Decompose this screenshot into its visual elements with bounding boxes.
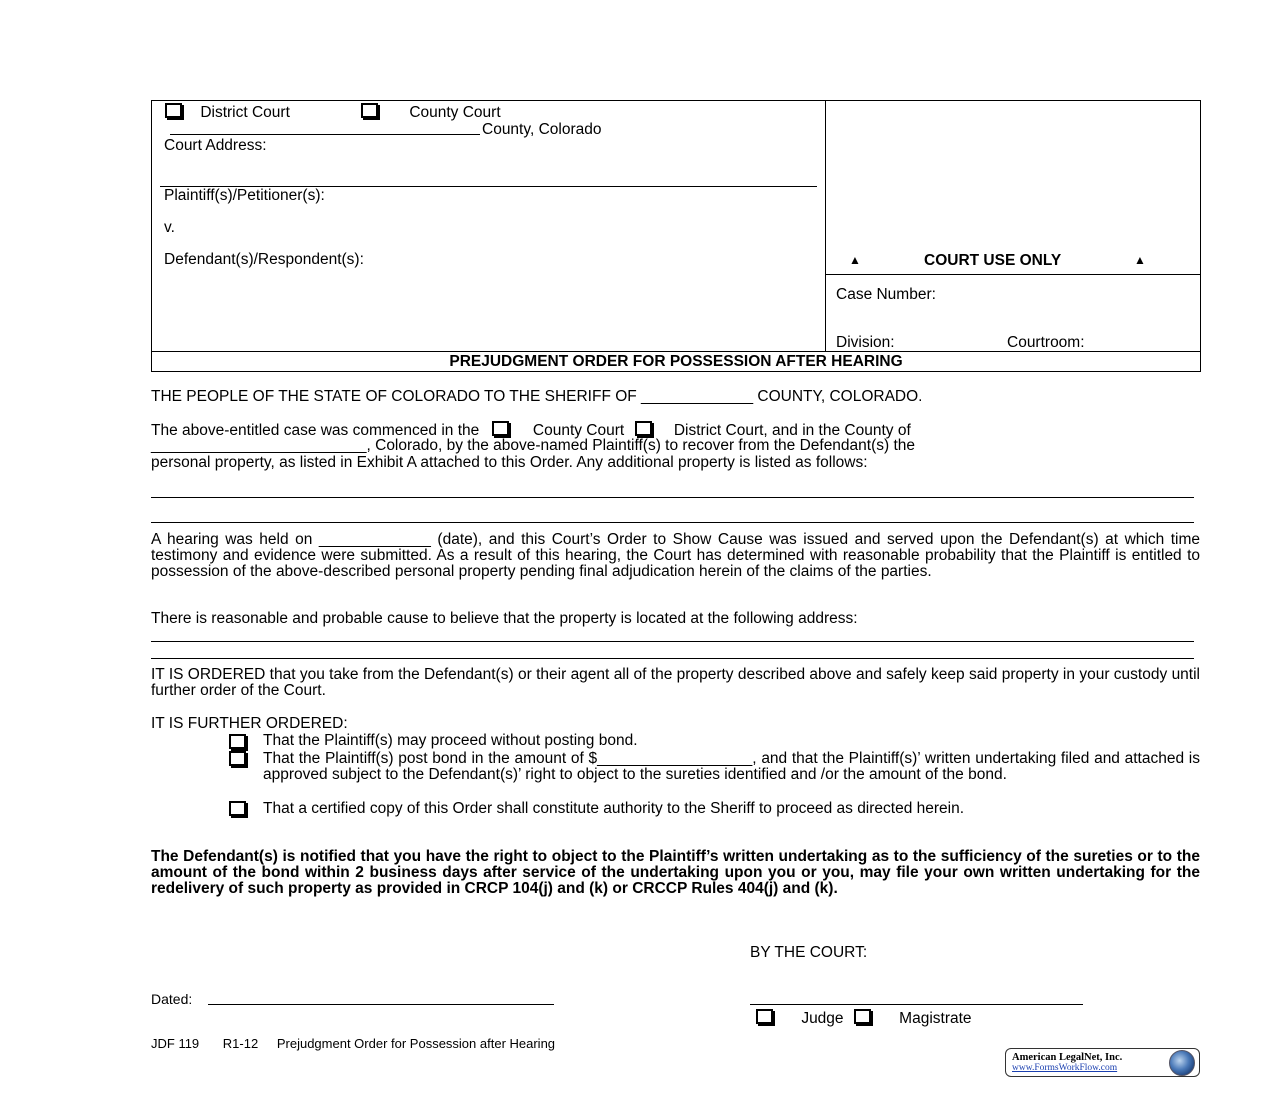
commenced-line-2: _________________________, Colorado, by the above-named Plaintiff(s) to recover from the Defendant(s) the [151, 437, 916, 454]
dated-label: Dated: [151, 991, 193, 1007]
legalnet-logo[interactable] [1005, 1048, 1200, 1077]
courtroom-label: Courtroom: [1007, 334, 1085, 351]
county-court-label: County Court [532, 422, 625, 439]
district-court-label: District Court [200, 104, 290, 121]
up-arrow-icon: ▲ [849, 253, 861, 267]
county-court-label: County Court [409, 104, 501, 121]
versus-label: v. [164, 219, 175, 236]
option-certified-copy: That a certified copy of this Order shall constitute authority to the Sheriff to proceed as directed herein. [263, 800, 965, 817]
defendant-notice: The Defendant(s) is notified that you have the right to object to the Plaintiff’s written undertaking as to the sufficiency of the sureties or to the amount of the bond within 2 business days after service of the undertaking upon you or you, may file your own written undertaking for the redelivery of such property as provided in CRCP 104(j) and (k) or CRCCP Rules 404(j) and (k). [151, 848, 1200, 897]
by-the-court-label: BY THE COURT: [750, 944, 868, 961]
address-line[interactable] [151, 641, 1194, 642]
additional-property-line[interactable] [151, 522, 1194, 523]
court-use-only-label: COURT USE ONLY [924, 252, 1062, 269]
magistrate-checkbox[interactable] [854, 1009, 871, 1024]
court-address-label: Court Address: [164, 137, 267, 154]
no-bond-checkbox[interactable] [229, 734, 246, 749]
plaintiffs-label: Plaintiff(s)/Petitioner(s): [164, 187, 325, 204]
case-number-label: Case Number: [836, 286, 936, 303]
commenced-text: The above-entitled case was commenced in the [151, 422, 480, 439]
county-colorado-label: County, Colorado [482, 121, 602, 138]
defendants-label: Defendant(s)/Respondent(s): [164, 251, 364, 268]
county-blank[interactable] [170, 134, 480, 135]
additional-property-line[interactable] [151, 497, 1194, 498]
signature-line[interactable] [750, 1004, 1083, 1005]
commenced-line-3: personal property, as listed in Exhibit A attached to this Order. Any additional property is listed as follows: [151, 454, 868, 471]
form-footer [151, 1036, 555, 1051]
form-name: Prejudgment Order for Possession after Hearing [276, 1036, 556, 1051]
people-line: THE PEOPLE OF THE STATE OF COLORADO TO THE SHERIFF OF _____________ COUNTY, COLORADO. [151, 388, 923, 405]
globe-icon [1169, 1050, 1195, 1076]
option-no-bond: That the Plaintiff(s) may proceed without posting bond. [263, 732, 638, 749]
form-revision: R1-12 [222, 1036, 259, 1051]
logo-url[interactable]: www.FormsWorkFlow.com [1012, 1063, 1118, 1073]
form-id: JDF 119 [151, 1036, 200, 1051]
it-is-ordered-paragraph: IT IS ORDERED that you take from the Defendant(s) or their agent all of the property described above and safely keep said property in your custody until further order of the Court. [151, 666, 1200, 699]
division-label: Division: [836, 334, 895, 351]
judge-label: Judge [801, 1010, 844, 1027]
option-post-bond: That the Plaintiff(s) post bond in the amount of $__________________, and that the Plaintiff(s)’ written undertaking filed and attached is approved subject to the Defendant(s)’ right to object to the sureties identified and /or the amount of the bond. [263, 750, 1200, 783]
judge-checkbox[interactable] [756, 1009, 773, 1024]
further-ordered-label: IT IS FURTHER ORDERED: [151, 715, 348, 732]
up-arrow-icon: ▲ [1134, 253, 1146, 267]
certified-copy-checkbox[interactable] [229, 801, 246, 816]
dated-line[interactable] [208, 1004, 554, 1005]
county-court-checkbox[interactable] [492, 421, 509, 436]
form-title: PREJUDGMENT ORDER FOR POSSESSION AFTER HEARING [449, 353, 903, 370]
district-court-checkbox[interactable] [165, 103, 182, 118]
probable-cause-text: There is reasonable and probable cause to believe that the property is located at the following address: [151, 610, 858, 627]
post-bond-checkbox[interactable] [229, 751, 246, 766]
county-court-checkbox[interactable] [361, 103, 378, 118]
district-court-checkbox[interactable] [635, 421, 652, 436]
logo-name: American LegalNet, Inc. [1012, 1052, 1123, 1063]
magistrate-label: Magistrate [899, 1010, 972, 1027]
address-line[interactable] [151, 658, 1194, 659]
hearing-paragraph: A hearing was held on _____________ (date), and this Court’s Order to Show Cause was issued and served upon the Defendant(s) at which time testimony and evidence were submitted. As a result of this hearing, the Court has determined with reasonable probability that the Plaintiff is entitled to possession of the above-described personal property pending final adjudication herein of the claims of the parties. [151, 531, 1200, 580]
district-court-text: District Court, and in the County of [673, 422, 911, 439]
